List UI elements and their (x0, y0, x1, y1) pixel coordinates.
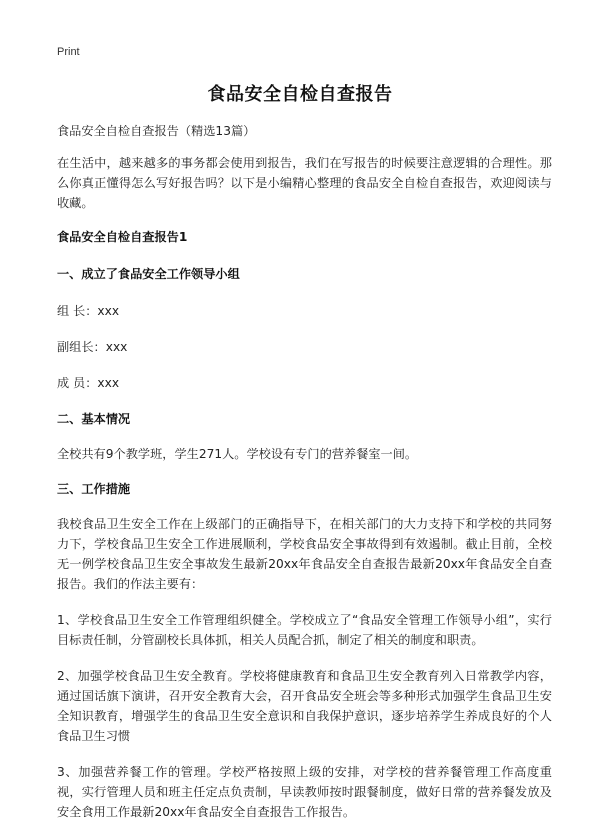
member-leader: 组 长：xxx (57, 304, 120, 318)
measure-item-2: 2、加强学校食品卫生安全教育。学校将健康教育和食品卫生安全教育列入日常教学内容，通过国话旗下演讲，召开安全教育大会，召开食品安全班会等多种形式加强学生食品卫生安全知识教育，增强学生的食品卫生安全意识和自我保护意识，逐步培养学生养成良好的个人食品卫生习惯 (57, 669, 552, 743)
print-link[interactable]: Print (57, 46, 80, 58)
document-body (57, 121, 552, 838)
basic-info-paragraph: 全校共有9个教学班，学生271人。学校设有专门的营养餐室一间。 (57, 447, 418, 461)
member-members: 成 员：xxx (57, 376, 120, 390)
page-title: 食品安全自检自查报告 (207, 84, 393, 105)
heading-work-measures: 三、工作措施 (57, 482, 131, 496)
document-subtitle: 食品安全自检自查报告（精选13篇） (57, 124, 256, 138)
measure-item-1: 1、学校食品卫生安全工作管理组织健全。学校成立了“食品安全管理工作领导小组”，实行目标责任制，分管副校长具体抓，相关人员配合抓，制定了相关的制度和职责。 (57, 613, 552, 647)
member-deputy-leader: 副组长：xxx (57, 340, 128, 354)
measure-item-3: 3、加强营养餐工作的管理。学校严格按照上级的安排，对学校的营养餐管理工作高度重视，实行管理人员和班主任定点负责制，早读教师按时跟餐制度，做好日常的营养餐发放及安全食用工作最新20xx年食品安全自查报告工作报告。 (57, 765, 552, 819)
section-title: 食品安全自检自查报告1 (57, 230, 188, 244)
heading-basic-info: 二、基本情况 (57, 412, 131, 426)
measures-intro-paragraph: 我校食品卫生安全工作在上级部门的正确指导下，在相关部门的大力支持下和学校的共同努力下，学校食品卫生安全工作进展顺利，学校食品安全事故得到有效遏制。截止目前，全校无一例学校食品卫生安全事故发生最新20xx年食品安全自查报告最新20xx年食品安全自查报告。我们的作法主要有： (57, 517, 552, 591)
intro-paragraph: 在生活中，越来越多的事务都会使用到报告，我们在写报告的时候要注意逻辑的合理性。那么你真正懂得怎么写好报告吗？以下是小编精心整理的食品安全自检自查报告，欢迎阅读与收藏。 (57, 156, 552, 210)
heading-leadership-group: 一、成立了食品安全工作领导小组 (57, 267, 240, 281)
